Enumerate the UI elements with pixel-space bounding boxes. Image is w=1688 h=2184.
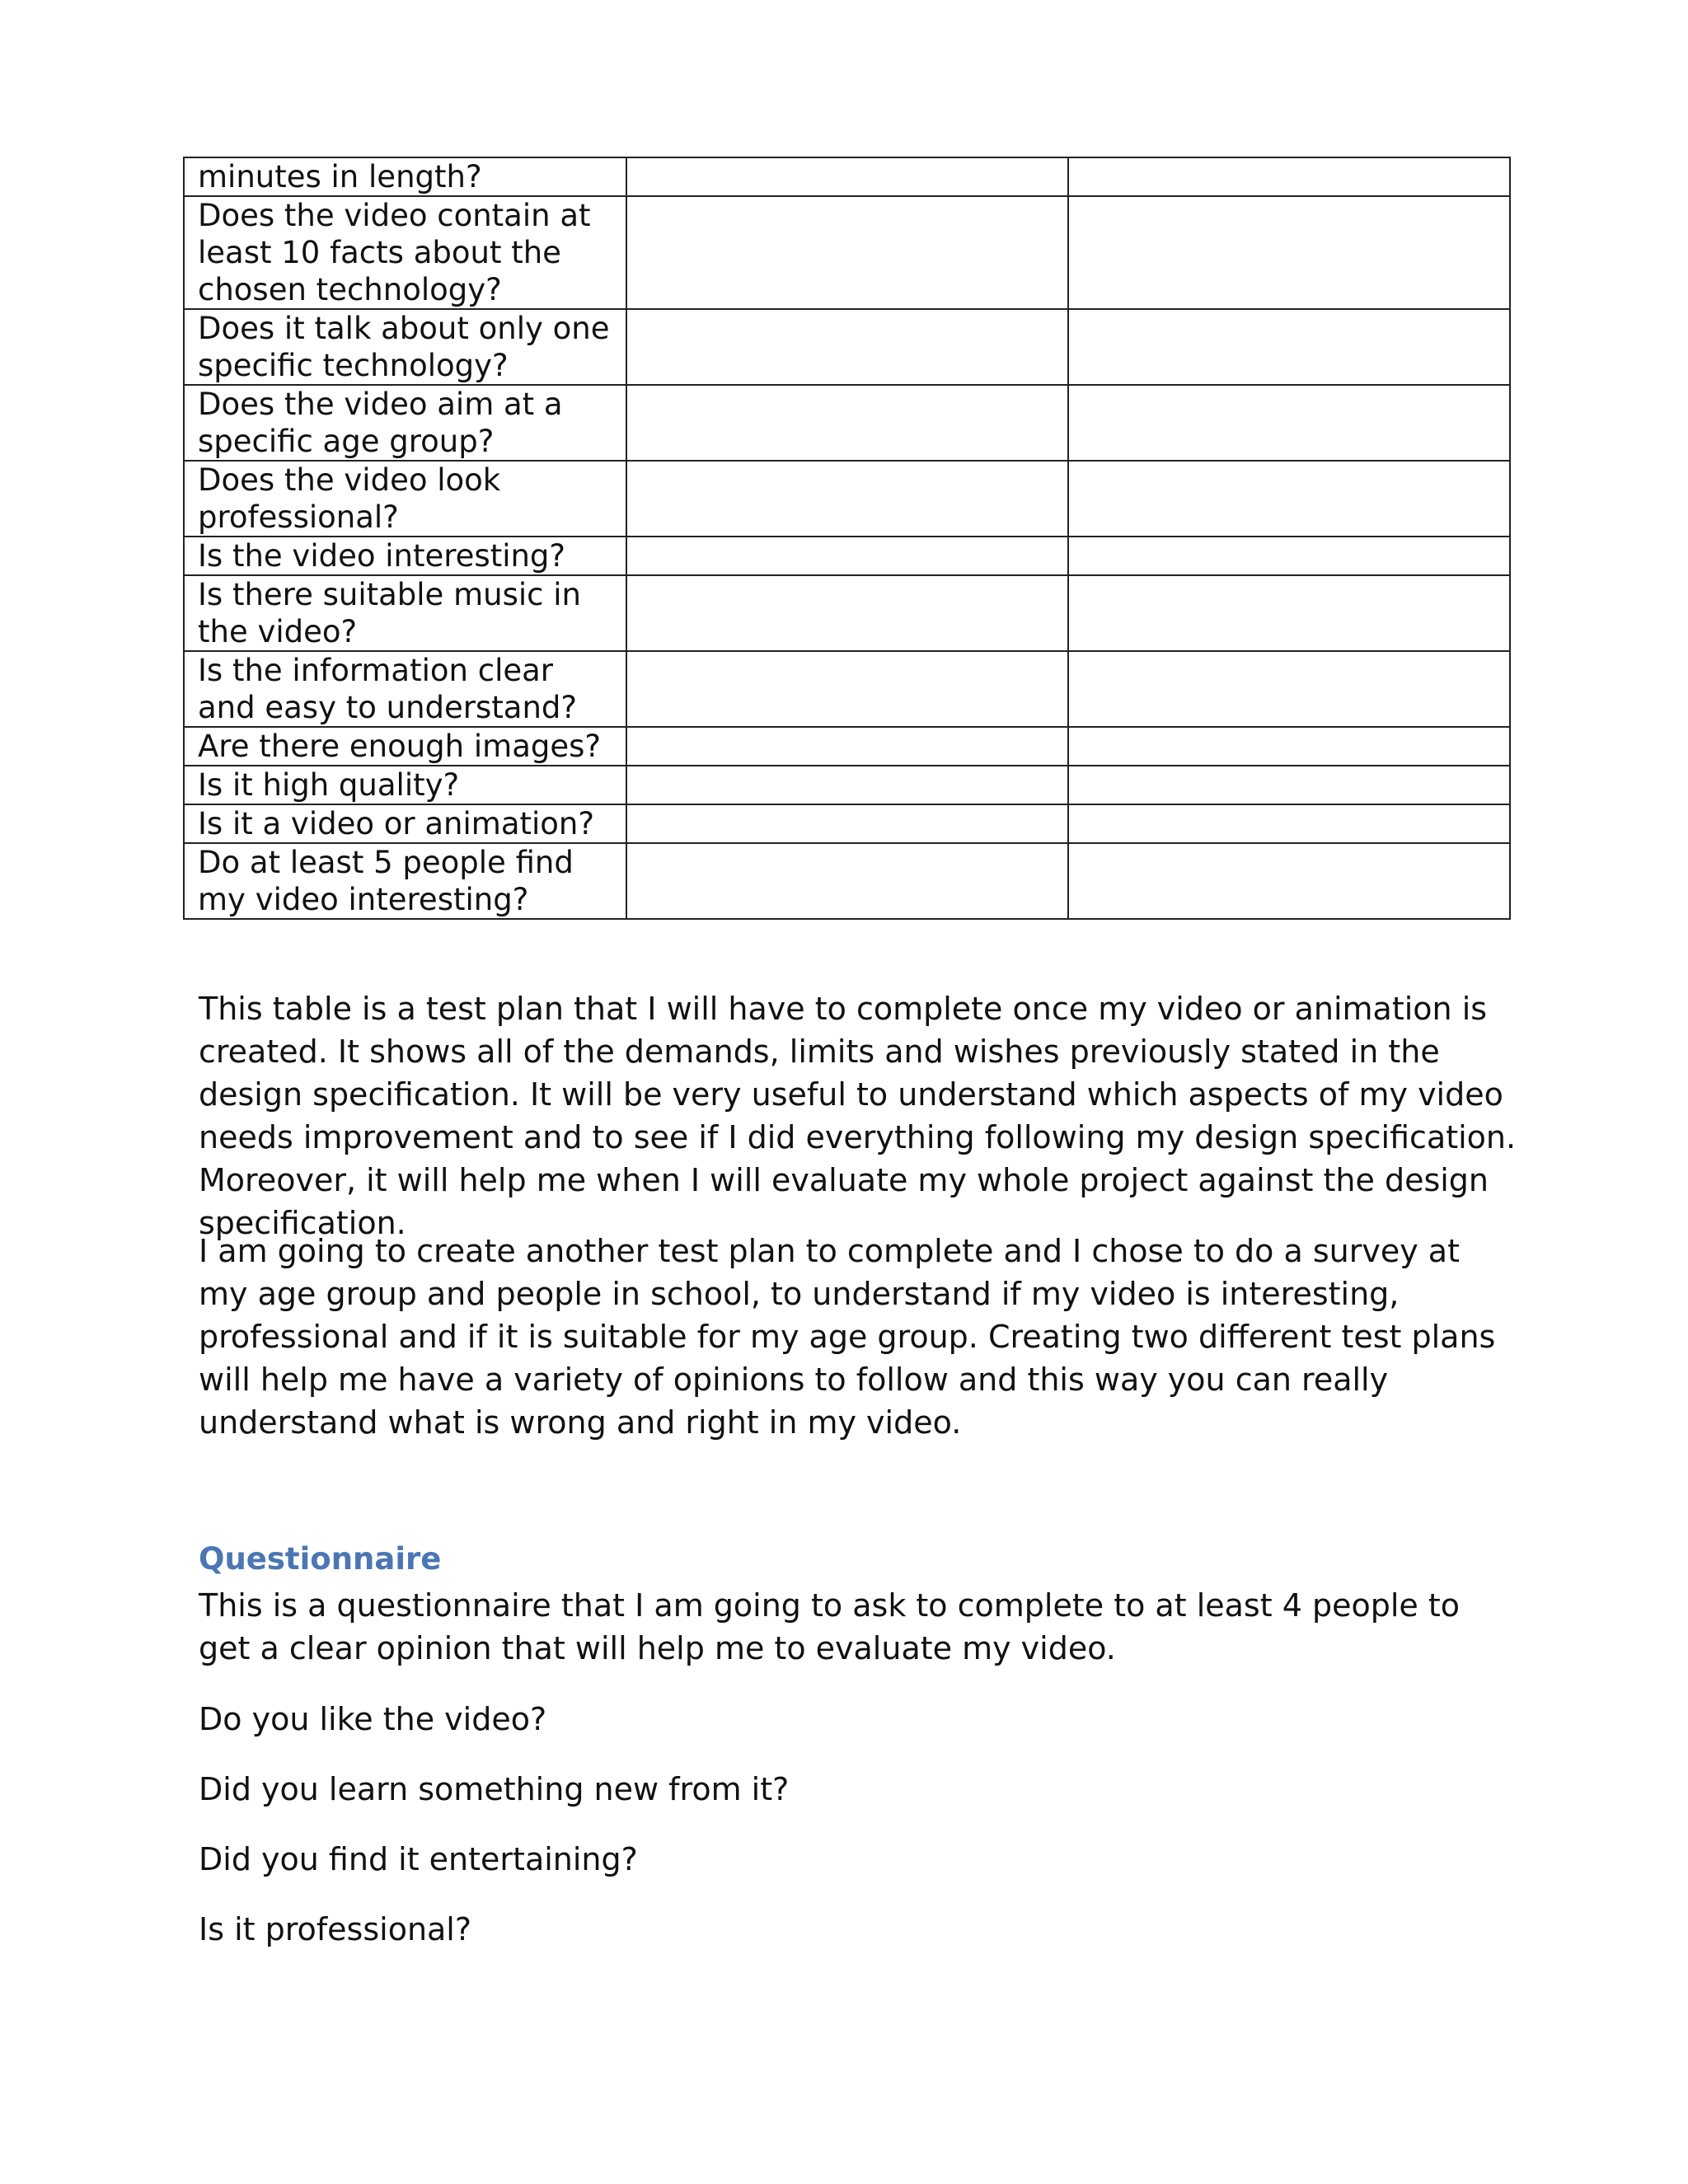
- table-cell-question: Is there suitable music in the video?: [184, 575, 626, 651]
- table-cell-question: Do at least 5 people find my video interesting?: [184, 843, 626, 919]
- table-cell-empty: [626, 843, 1068, 919]
- table-row: [184, 157, 1510, 196]
- table-row: [184, 766, 1510, 804]
- table-row: [184, 537, 1510, 575]
- table-row: [184, 804, 1510, 843]
- table-cell-empty: [1068, 157, 1510, 196]
- table-cell-empty: [626, 309, 1068, 385]
- table-cell-empty: [1068, 196, 1510, 309]
- table-cell-question: Does the video look professional?: [184, 461, 626, 537]
- table-cell-empty: [626, 651, 1068, 727]
- table-cell-question: Is the information clear and easy to understand?: [184, 651, 626, 727]
- test-plan-description: This table is a test plan that I will have to complete once my video or animation is created. It shows all of the demands, limits and wishes previously stated in the design specification. It will be very useful to understand which aspects of my video needs improvement and to see if I did everything following my design specification. Moreover, it will help me when I will evaluate my whole project against the design specification.: [199, 991, 1517, 1241]
- table-cell-empty: [626, 804, 1068, 843]
- table-cell-question: Does the video aim at a specific age group?: [184, 385, 626, 461]
- table-cell-empty: [1068, 385, 1510, 461]
- table-cell-empty: [626, 196, 1068, 309]
- table-cell-question: Are there enough images?: [184, 727, 626, 766]
- table-cell-question: Is it a video or animation?: [184, 804, 626, 843]
- questionnaire-question: Did you find it entertaining?: [199, 1841, 638, 1877]
- table-row: [184, 309, 1510, 385]
- table-cell-question: Is it high quality?: [184, 766, 626, 804]
- table-cell-empty: [1068, 537, 1510, 575]
- table-cell-empty: [626, 461, 1068, 537]
- table-cell-empty: [626, 766, 1068, 804]
- questionnaire-question: Did you learn something new from it?: [199, 1771, 790, 1807]
- table-row: [184, 461, 1510, 537]
- table-row: [184, 196, 1510, 309]
- table-cell-empty: [1068, 651, 1510, 727]
- table-cell-question: Does the video contain at least 10 facts about the chosen technology?: [184, 196, 626, 309]
- table-cell-empty: [1068, 804, 1510, 843]
- survey-description: I am going to create another test plan to complete and I chose to do a survey at my age group and people in school, to understand if my video is interesting, professional and if it is suitable for my age group. Creating two different test plans will help me have a variety of opinions to follow and this way you can really understand what is wrong and right in my video.: [199, 1233, 1496, 1441]
- table-cell-empty: [626, 385, 1068, 461]
- table-cell-empty: [1068, 461, 1510, 537]
- questionnaire-intro: This is a questionnaire that I am going to ask to complete to at least 4 people to get a clear opinion that will help me to evaluate my video.: [199, 1587, 1460, 1666]
- table-row: [184, 651, 1510, 727]
- questionnaire-heading: Questionnaire: [199, 1541, 442, 1577]
- table-cell-empty: [1068, 766, 1510, 804]
- table-cell-empty: [626, 157, 1068, 196]
- table-cell-question: minutes in length?: [184, 157, 626, 196]
- table-row: [184, 843, 1510, 919]
- questionnaire-question: Do you like the video?: [199, 1701, 547, 1737]
- table-cell-empty: [626, 575, 1068, 651]
- table-cell-empty: [1068, 309, 1510, 385]
- table-cell-empty: [626, 537, 1068, 575]
- table-cell-empty: [626, 727, 1068, 766]
- table-cell-empty: [1068, 575, 1510, 651]
- table-row: [184, 385, 1510, 461]
- table-row: [184, 575, 1510, 651]
- table-cell-question: Is the video interesting?: [184, 537, 626, 575]
- questionnaire-question: Is it professional?: [199, 1911, 472, 1947]
- table-row: [184, 727, 1510, 766]
- test-plan-table: [183, 157, 1511, 920]
- table-cell-empty: [1068, 843, 1510, 919]
- table-cell-empty: [1068, 727, 1510, 766]
- table-cell-question: Does it talk about only one specific technology?: [184, 309, 626, 385]
